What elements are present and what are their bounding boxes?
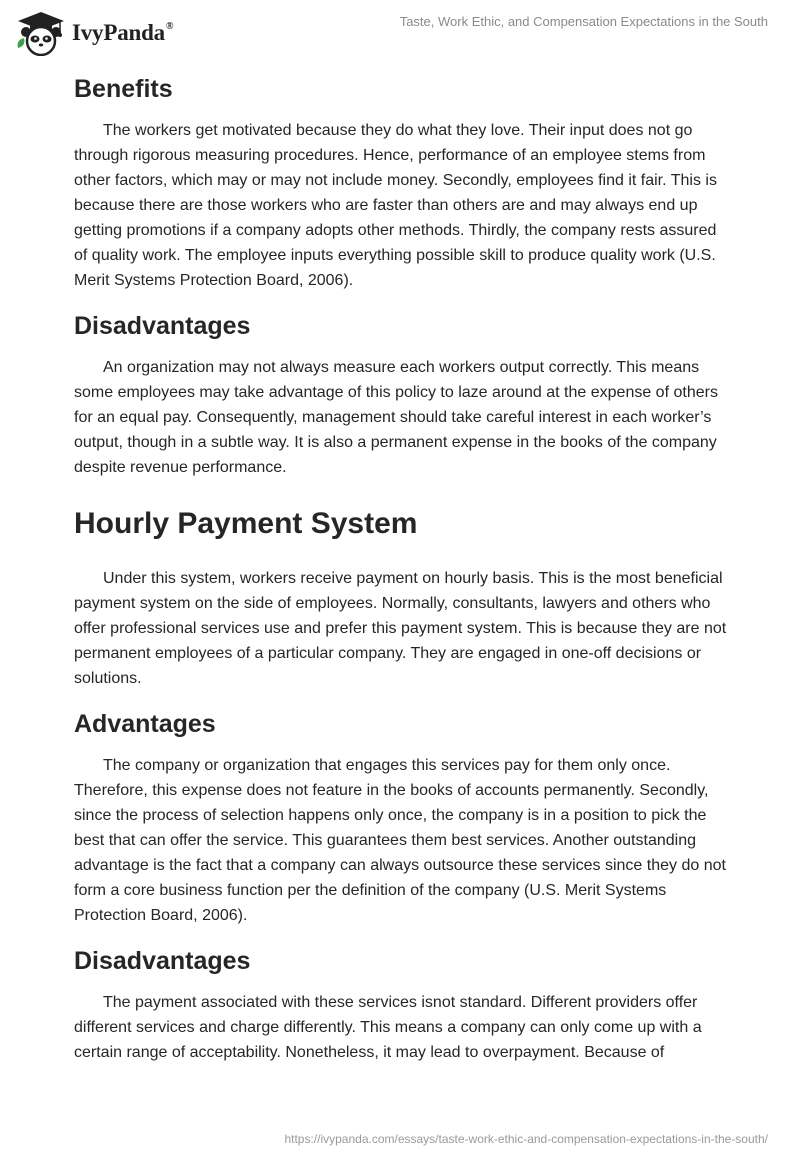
paragraph-advantages: The company or organization that engages this services pay for them only once. Therefore, this expense does not feature in the books of accounts permanently. Secondly, since the process of selection happens only once, the company is in a position to pick the best that can offer the service. This guarantees them best services. Another outstanding advantage is the fact that a company can always outsource these services since they do not form a core business function per the definition of the company (U.S. Merit Systems Protection Board, 2006). (74, 757, 726, 924)
paragraph-hourly-payment-system: Under this system, workers receive payment on hourly basis. This is the most beneficial payment system on the side of employees. Normally, consultants, lawyers and others who offer professional services use and prefer this payment system. This is because they are not permanent employees of a particular company. They are engaged in one-off decisions or solutions. (74, 570, 727, 687)
section-heading-benefits: Benefits (74, 75, 173, 103)
section-heading-disadvantages: Disadvantages (74, 312, 251, 340)
section-heading-hourly-payment-system: Hourly Payment System (74, 507, 418, 540)
essay-content (74, 72, 734, 1065)
ivypanda-logo[interactable] (16, 10, 173, 56)
paragraph-disadvantages-hourly: The payment associated with these services isnot standard. Different providers offer different services and charge differently. This means a company can only come up with a certain range of acceptability. Nonetheless, it may lead to overpayment. Because of (74, 994, 702, 1061)
panda-graduation-cap-icon (16, 10, 66, 56)
source-url[interactable]: https://ivypanda.com/essays/taste-work-ethic-and-compensation-expectations-in-the-south/ (284, 1132, 768, 1146)
logo-wordmark: IvyPanda® (72, 20, 174, 45)
page-header (0, 0, 800, 70)
section-heading-advantages: Advantages (74, 710, 216, 738)
paragraph-disadvantages: An organization may not always measure each workers output correctly. This means some employees may take advantage of this policy to laze around at the expense of others for an equal pay. Consequently, management should take careful interest in each worker’s output, though in a subtle way. It is also a permanent expense in the books of the company despite revenue performance. (74, 359, 718, 476)
document-title: Taste, Work Ethic, and Compensation Expectations in the South (399, 14, 768, 29)
paragraph-benefits: The workers get motivated because they do what they love. Their input does not go through rigorous measuring procedures. Hence, performance of an employee stems from other factors, which may or may not include money. Secondly, employees find it fair. This is because there are those workers who are faster than others are and may always end up getting promotions if a company adopts other methods. Thirdly, the company rests assured of quality work. The employee inputs everything possible skill to produce quality work (U.S. Merit Systems Protection Board, 2006). (74, 122, 717, 289)
section-heading-disadvantages-hourly: Disadvantages (74, 947, 251, 975)
